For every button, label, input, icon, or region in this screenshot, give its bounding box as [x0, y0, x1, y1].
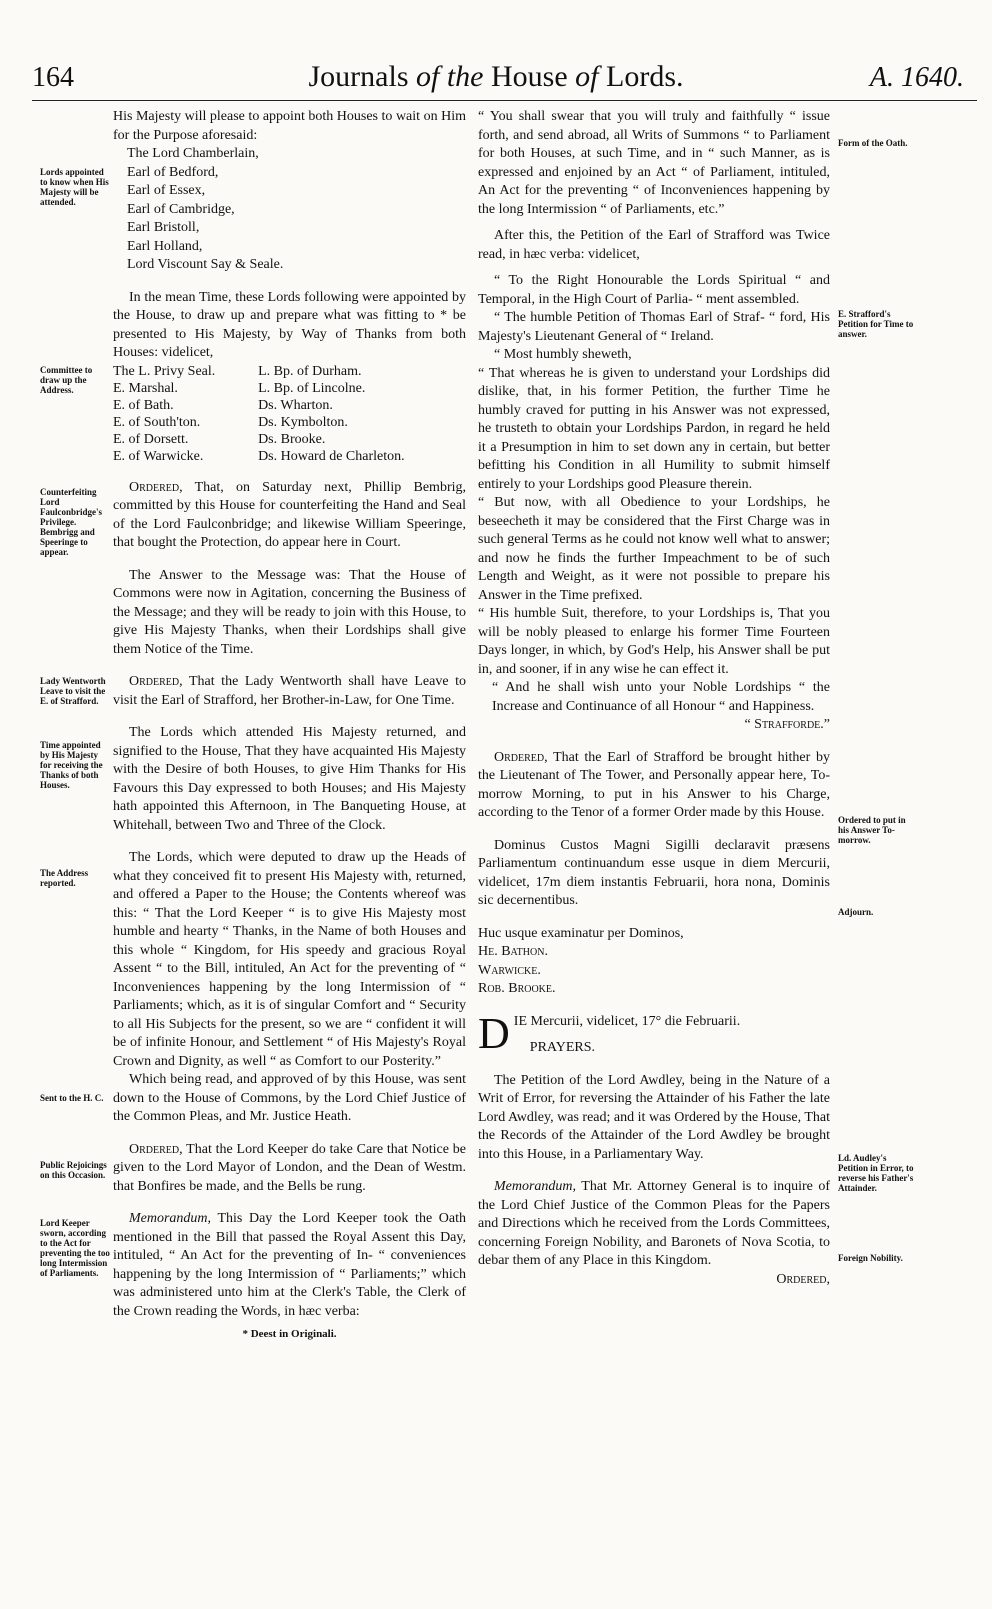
list-item: Earl Bristoll, [127, 220, 200, 235]
signature: “ Strafforde.” [744, 717, 830, 732]
table-cell: E. of Warwicke. [113, 448, 204, 464]
examiner: Rob. Brooke. [478, 981, 556, 996]
paragraph: After this, the Petition of the Earl of Strafford was Twice read, in hæc verba: videlicet, [478, 228, 830, 262]
paragraph: “ Most humbly sheweth, [494, 347, 632, 362]
paragraph: “ The humble Petition of Thomas Earl of Straf- “ ford, His Majesty's Lieutenant General of “ Ireland. [478, 310, 830, 344]
paragraph: Huc usque examinatur per Dominos, [478, 925, 684, 941]
table-cell: E. Marshal. [113, 380, 178, 396]
paragraph: Ordered, That the Lord Keeper do take Care that Notice be given to the Lord Mayor of London, and the Dean of Westm. that Bonfires be made, and the Bells be rung. [113, 1141, 466, 1194]
margin-note: Lords appointed to know when His Majesty will be attended. [40, 167, 109, 207]
day-heading: DIE Mercurii, videlicet, 17° die Februarii. [478, 1008, 741, 1058]
right-column [478, 108, 830, 1289]
paragraph: Ordered, That the Earl of Strafford be brought hither by the Lieutenant of The Tower, and Personally appear here, To-morrow Morning, to put in his Answer to his Charge, according to the Tenor of a former Order made by this House. [478, 749, 830, 820]
margin-note: Lady Wentworth Leave to visit the E. of Strafford. [40, 676, 106, 706]
margin-note: Counterfeiting Lord Faulconbridge's Privilege. Bembrigg and Speeringe to appear. [40, 487, 103, 557]
paragraph: Memorandum, That Mr. Attorney General is to inquire of the Lord Chief Justice of the Common Pleas for the Papers and Directions which he received from the Lords Committees, concerning Foreign Nobility, and Baronets of Nova Scotia, to debar them of any Place in this Kingdom. [478, 1179, 830, 1268]
lords-list [113, 145, 466, 275]
list-item: Lord Viscount Say & Seale. [127, 257, 284, 272]
paragraph: “ That whereas he is given to understand your Lordships did dislike, that, in his former Petition, the further Time he humbly craved for putting in his Answer was not expressed, he trusteth to obtain your Lordships Pardon, in regard he held it a Presumption in him to set down any in certain, but better befitting his Condition in all Humility to submit himself entirely to your Lordships good Pleasure therein. [478, 365, 830, 492]
paragraph: The Answer to the Message was: That the House of Commons were now in Agitation, concerning the Business of the Message; and they will be ready to join with this House, to give His Majesty Thanks, when their Lordships shall give them Notice of the Time. [113, 567, 466, 657]
list-item: The Lord Chamberlain, [127, 146, 259, 161]
paragraph: Ordered, That, on Saturday next, Phillip Bembrig, committed by this House for counterfeiting the Hand and Seal of the Lord Faulconbridge; and likewise William Speeringe, that bought the Protection, do appear here in Court. [113, 479, 466, 550]
table-cell: L. Bp. of Lincolne. [258, 380, 366, 396]
table-cell: E. of Bath. [113, 397, 174, 413]
left-column [113, 108, 466, 1344]
journal-title: Journals of the House of Lords. [308, 60, 684, 93]
footnote: * Deest in Originali. [242, 1328, 337, 1340]
margin-note: The Address reported. [40, 868, 89, 888]
paragraph: Ordered, That the Lady Wentworth shall have Leave to visit the Earl of Strafford, her Brother-in-Law, for One Time. [113, 674, 466, 708]
table-cell: Ds. Brooke. [258, 431, 326, 447]
page-header [0, 52, 992, 104]
list-item: Earl of Essex, [127, 183, 206, 198]
header-rule [32, 100, 977, 101]
paragraph: “ To the Right Honourable the Lords Spiritual “ and Temporal, in the High Court of Parlia- “ ment assembled. [478, 273, 830, 307]
paragraph: The Lords, which were deputed to draw up the Heads of what they conceived fit to present His Majesty with, returned, and offered a Paper to the House; the Contents whereof was this: “ That the Lord Keeper “ is to give His Majesty most humble and hearty “ Thanks, in the Name of both Houses and this whole “ Kingdom, for His speedy and gracious Royal Assent “ to the Bill, intituled, An Act for the preventing of “ Inconveniences happening by the long Intermission of “ Parliaments; which, as it is of singular Comfort and “ Security to all His Subjects for the present, so we are “ confident it will be of infinite Honour, and Settlement “ of His Majesty's Royal Crown and Dignity, as well “ as Comfort to our Posterity.” [113, 850, 466, 1069]
table-cell: Ds. Kymbolton. [258, 414, 348, 430]
paragraph: His Majesty will please to appoint both Houses to wait on Him for the Purpose aforesaid: [113, 109, 466, 143]
year: A. 1640. [869, 62, 964, 93]
paragraph: The Petition of the Lord Awdley, being in the Nature of a Writ of Error, for reversing the Attainder of his Father the late Lord Awdley, was read; and it was Ordered by the House, That the Records of the Attainder of the Lord Awdley be brought into this House, in a Parliamentary Way. [478, 1072, 830, 1162]
paragraph: “ But now, with all Obedience to your Lordships, he beseecheth it may be considered that the First Charge was in such general Terms as he could not know well what to answer; and now he finds the further Impeachment to be of such Length and Weight, as it were not possible to prepare his Answer in the Time prefixed. [478, 495, 830, 603]
paragraph: “ You shall swear that you will truly and faithfully “ issue forth, and send abroad, all Writs of Summons “ to Parliament for both Houses, at such Time, and in “ such Manner, as is expressed and enjoined by an Act “ of Parliament, intituled, An Act for the preventing “ of Inconveniences happening by the long Intermission “ of Parliaments, etc.” [478, 109, 830, 217]
page-number: 164 [32, 62, 74, 93]
table-cell: L. Bp. of Durham. [258, 363, 362, 379]
margin-note: Public Rejoicings on this Occasion. [40, 1160, 107, 1180]
margin-note: Sent to the H. C. [40, 1093, 104, 1103]
committee-table [113, 363, 466, 465]
margin-note: Lord Keeper sworn, according to the Act for preventing the too long Intermission of Parliaments. [40, 1218, 110, 1278]
table-cell: E. of South'ton. [113, 414, 201, 430]
paragraph: Memorandum, This Day the Lord Keeper took the Oath mentioned in the Bill that passed the Royal Assent this Day, intituled, “ An Act for the preventing of In- “ conveniences happening by the long Intermission of “ Parliaments;” which was administered unto him at the Clerk's Table, the Clerk of the Crown reading the Words, in hæc verba: [113, 1211, 467, 1319]
paragraph: Dominus Custos Magni Sigilli declaravit præsens Parliamentum continuandum esse usque in diem Mercurii, videlicet, 17m diem instantis Februarii, hora nona, Dominis sic decernentibus. [478, 837, 830, 908]
paragraph: The Lords which attended His Majesty returned, and signified to the House, That they have acquainted His Majesty with the Desire of both Houses, to give Him Thanks for His Favours this Day expressed to both Houses; and His Majesty hath appointed this Afternoon, in The Banqueting House, at Whitehall, between Two and Three of the Clock. [113, 725, 466, 833]
paragraph: “ His humble Suit, therefore, to your Lordships is, That you will be nobly pleased to enlarge his former Time Fourteen Days longer, in which, by God's Help, his Answer shall be put in, and sooner, if in any wise he can effect it. [478, 606, 830, 677]
list-item: Earl of Bedford, [127, 164, 219, 180]
list-item: Earl of Cambridge, [127, 201, 235, 217]
paragraph: “ And he shall wish unto your Noble Lordships “ the Increase and Continuance of all Honour “ and Happiness. [492, 680, 830, 714]
margin-note: Time appointed by His Majesty for receiving the Thanks of both Houses. [40, 740, 103, 790]
margin-note: Foreign Nobility. [838, 1253, 903, 1263]
examiner: Warwicke. [478, 962, 541, 978]
margin-note: Ordered to put in his Answer To-morrow. [838, 815, 906, 845]
list-item: Earl Holland, [127, 238, 203, 254]
table-cell: E. of Dorsett. [113, 431, 189, 447]
paragraph: Which being read, and approved of by this House, was sent down to the House of Commons, by the Lord Chief Justice of the Common Pleas, and Mr. Justice Heath. [113, 1072, 466, 1124]
margin-note: Committee to draw up the Address. [40, 365, 93, 395]
table-cell: Ds. Wharton. [258, 397, 333, 413]
prayers-heading: PRAYERS. [529, 1040, 596, 1055]
examiner: He. Bathon. [478, 944, 548, 959]
margin-note: Ld. Audley's Petition in Error, to reverse his Father's Attainder. [838, 1153, 914, 1193]
table-cell: Ds. Howard de Charleton. [258, 448, 405, 464]
margin-note: Form of the Oath. [838, 138, 908, 148]
table-cell: The L. Privy Seal. [113, 363, 216, 379]
margin-note: E. Strafford's Petition for Time to answer. [838, 309, 914, 339]
margin-note: Adjourn. [838, 907, 874, 917]
paragraph: In the mean Time, these Lords following were appointed by the House, to draw up and prepare what was fitting to * be presented to His Majesty, by Way of Thanks from both Houses: videlicet, [113, 289, 466, 360]
catchword: Ordered, [776, 1271, 830, 1287]
